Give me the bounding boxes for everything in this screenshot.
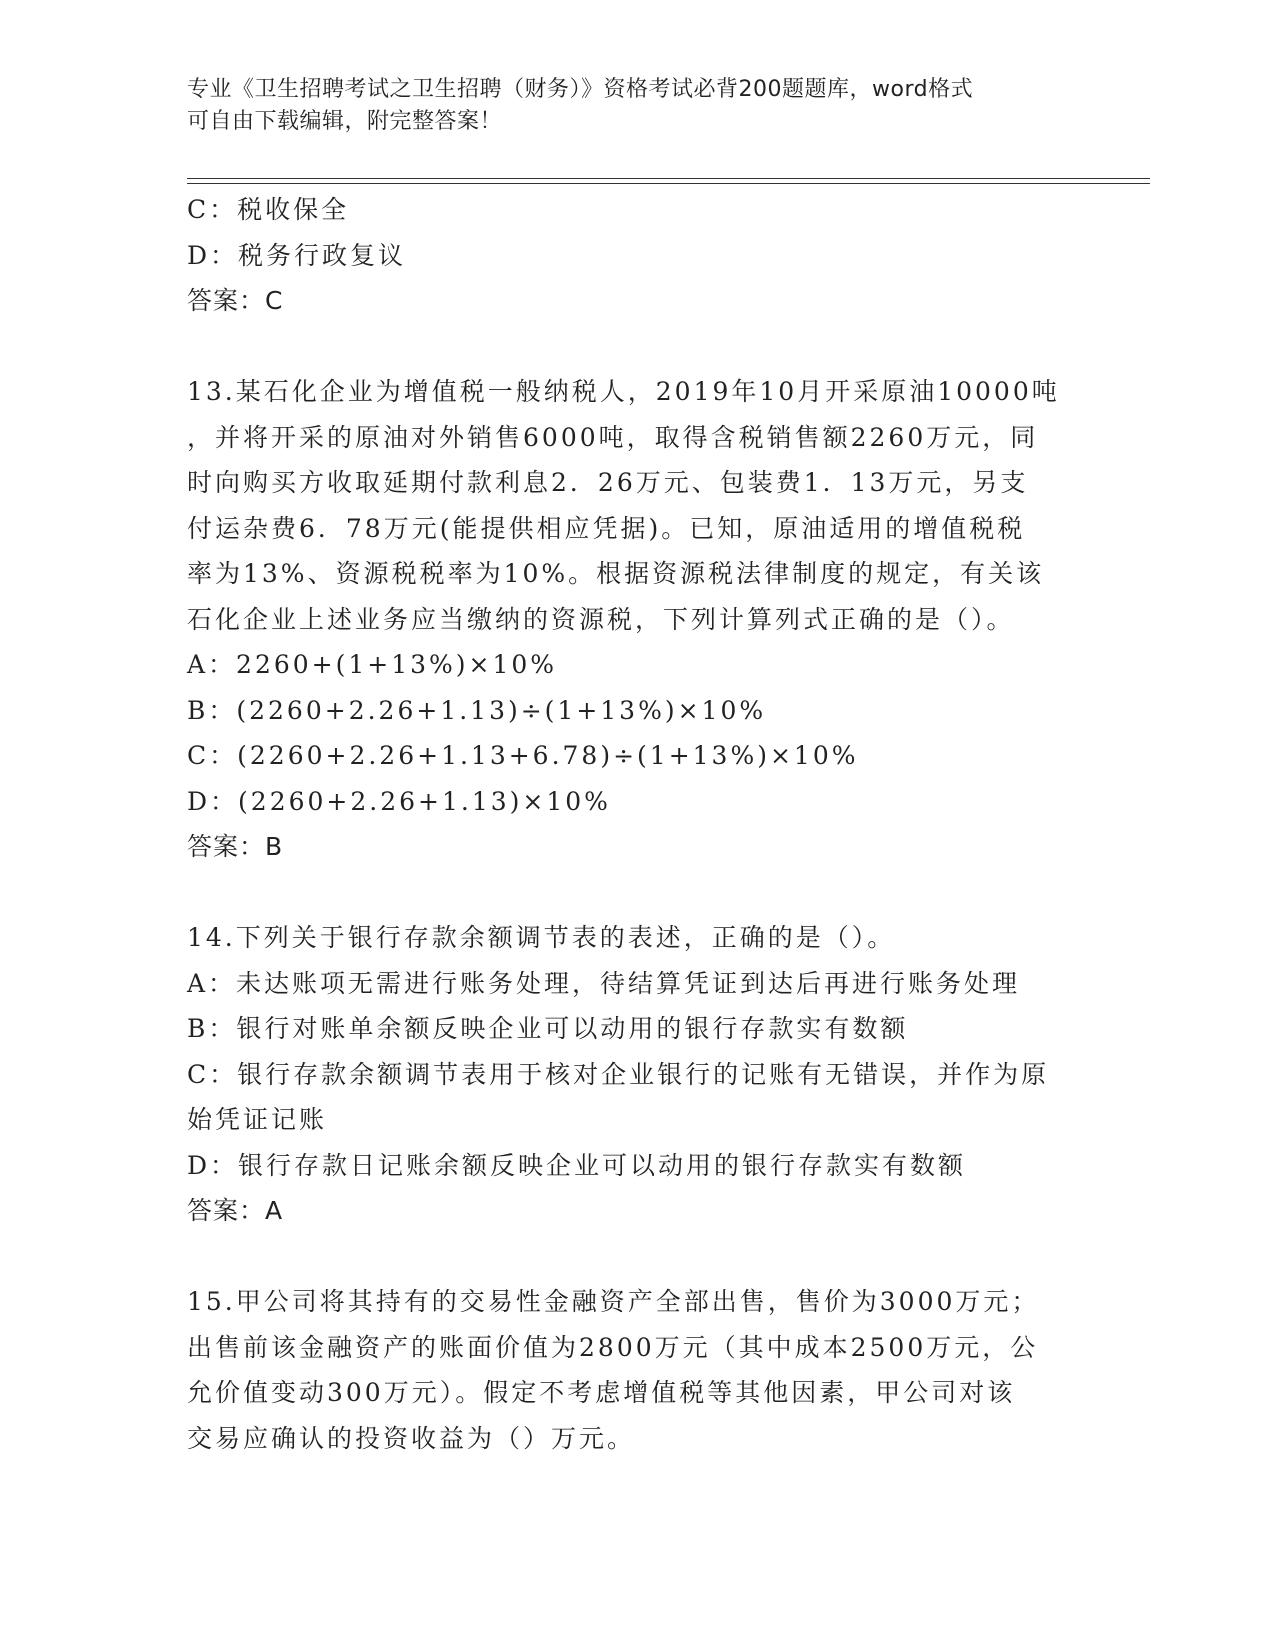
question-stem-line: 13.某石化企业为增值税一般纳税人，2019年10月开采原油10000吨 — [187, 377, 1060, 406]
question-stem-line: 石化企业上述业务应当缴纳的资源税，下列计算列式正确的是（）。 — [187, 604, 1015, 634]
option-d: D：税务行政复议 — [187, 240, 407, 270]
question-stem-line: ，并将开采的原油对外销售6000吨，取得含税销售额2260万元，同 — [187, 422, 1039, 452]
header-line-1: 专业《卫生招聘考试之卫生招聘（财务）》资格考试必背200题题库，word格式 — [187, 77, 974, 102]
option-d: D：银行存款日记账余额反映企业可以动用的银行存款实有数额 — [187, 1150, 967, 1180]
question-stem-line: 交易应确认的投资收益为（）万元。 — [187, 1423, 636, 1453]
question-stem-line: 时向购买方收取延期付款利息2．26万元、包装费1．13万元，另支 — [187, 468, 1029, 497]
question-13 — [187, 369, 1077, 870]
answer: 答案：B — [187, 832, 284, 861]
option-a: A：未达账项无需进行账务处理，待结算凭证到达后再进行账务处理 — [187, 968, 1021, 998]
option-c: C：(2260+2.26+1.13+6.78)÷(1+13%)×10% — [187, 741, 859, 770]
question-stem: 14.下列关于银行存款余额调节表的表述，正确的是（）。 — [187, 923, 896, 952]
spacer — [187, 1234, 1077, 1280]
answer: 答案：A — [187, 1196, 284, 1225]
document-body — [187, 187, 1077, 1461]
header-divider-bottom — [187, 183, 1150, 184]
option-c: C：税收保全 — [187, 195, 350, 224]
question-12-tail — [187, 187, 1077, 324]
question-15 — [187, 1279, 1077, 1461]
option-d: D：(2260+2.26+1.13)×10% — [187, 786, 611, 816]
header-line-2: 可自由下载编辑，附完整答案！ — [187, 109, 503, 134]
question-stem-line: 15.甲公司将其持有的交易性金融资产全部出售，售价为3000万元； — [187, 1287, 1040, 1316]
header-divider-top — [187, 178, 1150, 179]
question-stem-line: 率为13%、资源税税率为10%。根据资源税法律制度的规定，有关该 — [187, 559, 1045, 588]
answer: 答案：C — [187, 286, 284, 315]
option-b: B：(2260+2.26+1.13)÷(1+13%)×10% — [187, 695, 767, 725]
option-a: A：2260+(1+13%)×10% — [187, 650, 558, 679]
document-header — [187, 74, 1067, 138]
option-c: C：银行存款余额调节表用于核对企业银行的记账有无错误，并作为原 — [187, 1059, 1050, 1089]
spacer — [187, 870, 1077, 916]
question-stem-line: 允价值变动300万元）。假定不考虑增值税等其他因素，甲公司对该 — [187, 1378, 1016, 1407]
spacer — [187, 324, 1077, 370]
option-c-continued: 始凭证记账 — [187, 1105, 328, 1134]
option-b: B：银行对账单余额反映企业可以动用的银行存款实有数额 — [187, 1014, 909, 1043]
question-stem-line: 出售前该金融资产的账面价值为2800万元（其中成本2500万元，公 — [187, 1332, 1039, 1362]
question-stem-line: 付运杂费6．78万元(能提供相应凭据)。已知，原油适用的增值税税 — [187, 513, 1026, 543]
question-14 — [187, 915, 1077, 1234]
